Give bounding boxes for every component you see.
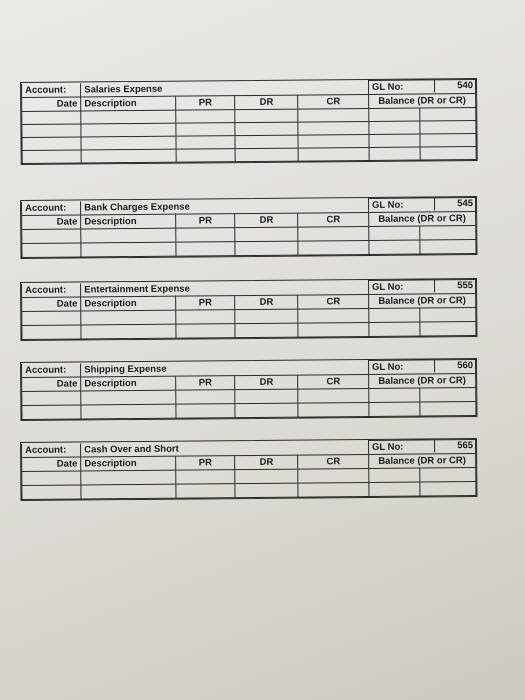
ledger-cell [298,226,369,241]
ledger-cell [176,110,235,124]
description-header: Description [81,96,176,111]
ledger-cell [298,134,369,148]
account-label: Account: [22,283,81,298]
ledger-cell [81,123,176,137]
ledger-cell [420,468,476,482]
ledger-cell [420,121,476,134]
ledger-cell [176,228,235,243]
ledger-cell [298,482,369,497]
gl-number: 560 [434,359,476,372]
dr-header: DR [235,375,298,390]
ledger-cell [420,388,476,402]
gl-number-cell [368,360,475,375]
ledger-cell [369,322,420,336]
ledger-cell [81,484,176,499]
dr-header: DR [235,295,298,310]
ledger-cell [176,242,235,257]
ledger-row [22,147,476,164]
ledger-cell [22,150,81,164]
cr-header: CR [298,294,369,309]
gl-label: GL No: [371,199,404,211]
balance-header: Balance (DR or CR) [368,94,475,109]
date-header: Date [22,215,81,230]
date-header: Date [22,377,81,392]
ledger-cell [235,122,298,136]
ledger-cell [22,325,81,340]
account-name: Bank Charges Expense [81,198,369,215]
ledger-row [22,482,476,500]
ledger-cell [81,110,176,124]
ledger-cell [420,108,476,121]
account-name: Salaries Expense [81,80,369,97]
ledger-cell [420,322,476,336]
pr-header: PR [176,376,235,391]
ledger-cell [176,484,235,499]
ledger-cell [369,468,420,482]
ledger-cell [235,403,298,418]
ledger-cell [235,227,298,242]
ledger-cell [369,147,420,160]
ledger-cell [299,147,370,161]
ledger-cell [176,324,235,339]
ledger-cell [176,390,235,405]
ledger-cell [369,240,420,254]
ledger-cell [22,124,81,138]
ledger-table-3 [20,278,477,341]
ledger-cell [176,136,235,150]
ledger-cell [22,111,81,125]
ledger-cell [81,310,176,325]
account-name: Shipping Expense [81,360,369,377]
date-header: Date [22,457,81,472]
dr-header: DR [235,213,298,228]
ledger-cell [298,121,369,135]
ledger-cell [22,243,81,258]
pr-header: PR [176,214,235,229]
ledger-cell [369,308,420,322]
ledger-table-5 [20,438,477,501]
pr-header: PR [176,96,235,111]
balance-header: Balance (DR or CR) [368,374,475,389]
ledger-row [22,402,476,420]
ledger-cell [176,470,235,485]
ledger-cell [369,134,420,147]
ledger-cell [298,388,369,403]
ledger-cell [298,402,369,417]
ledger-cell [235,483,298,498]
ledger-cell [81,470,176,485]
ledger-cell [81,136,176,150]
ledger-row [22,240,476,258]
dr-header: DR [235,455,298,470]
account-label: Account: [22,363,81,378]
ledger-cell [298,468,369,483]
description-header: Description [81,214,176,229]
cr-header: CR [298,454,369,469]
gl-label: GL No: [371,281,404,293]
gl-number-cell [368,198,475,213]
ledger-cell [22,391,81,406]
account-label: Account: [22,83,81,98]
ledger-cell [22,405,81,420]
account-name: Cash Over and Short [81,440,369,457]
description-header: Description [81,296,176,311]
ledger-cell [420,308,476,322]
gl-label: GL No: [371,441,404,453]
gl-number-cell [368,280,475,295]
ledger-cell [420,402,476,416]
description-header: Description [81,376,176,391]
ledger-cell [235,469,298,484]
account-label: Account: [22,443,81,458]
balance-header: Balance (DR or CR) [368,212,475,227]
ledger-cell [176,123,235,137]
ledger-cell [81,390,176,405]
ledger-cell [298,308,369,323]
gl-number-cell [368,440,475,455]
ledger-cell [81,404,176,419]
description-header: Description [81,456,176,471]
ledger-cell [176,149,235,163]
ledger-cell [235,323,298,338]
ledger-cell [22,311,81,326]
ledger-cell [176,310,235,325]
ledger-cell [235,389,298,404]
ledger-cell [420,134,476,147]
ledger-cell [81,242,176,257]
ledger-cell [420,482,476,496]
cr-header: CR [298,212,369,227]
ledger-cell [235,309,298,324]
ledger-cell [176,404,235,419]
ledger-cell [22,485,81,500]
ledger-table-1 [20,78,478,165]
ledger-row [22,322,476,340]
ledger-cell [369,108,420,121]
ledger-cell [81,149,176,163]
cr-header: CR [298,94,369,109]
ledger-cell [369,402,420,416]
ledger-cell [420,147,476,160]
gl-label: GL No: [371,81,404,93]
balance-header: Balance (DR or CR) [368,294,475,309]
ledger-cell [22,229,81,244]
date-header: Date [22,297,81,312]
ledger-cell [369,226,420,240]
ledger-cell [298,322,369,337]
ledger-cell [22,137,81,151]
ledger-cell [420,226,476,240]
gl-number: 540 [434,79,476,92]
ledger-cell [298,240,369,255]
ledger-cell [235,241,298,256]
pr-header: PR [176,296,235,311]
ledger-table-2 [20,196,477,259]
balance-header: Balance (DR or CR) [368,454,475,469]
dr-header: DR [235,95,298,110]
ledger-cell [298,108,369,122]
ledger-table-4 [20,358,477,421]
pr-header: PR [176,456,235,471]
ledger-cell [369,388,420,402]
ledger-cell [81,228,176,243]
cr-header: CR [298,374,369,389]
gl-number-cell [368,80,475,95]
gl-number: 565 [434,439,476,452]
account-name: Entertainment Expense [81,280,369,297]
ledger-cell [369,482,420,496]
ledger-cell [369,121,420,134]
ledger-cell [81,324,176,339]
gl-label: GL No: [371,361,404,373]
account-label: Account: [22,201,81,216]
ledger-cell [420,240,476,254]
gl-number: 555 [434,279,476,292]
ledger-cell [22,471,81,486]
gl-number: 545 [434,197,476,210]
ledger-cell [235,109,298,123]
ledger-cell [235,148,298,162]
date-header: Date [22,97,81,112]
ledger-cell [235,135,298,149]
